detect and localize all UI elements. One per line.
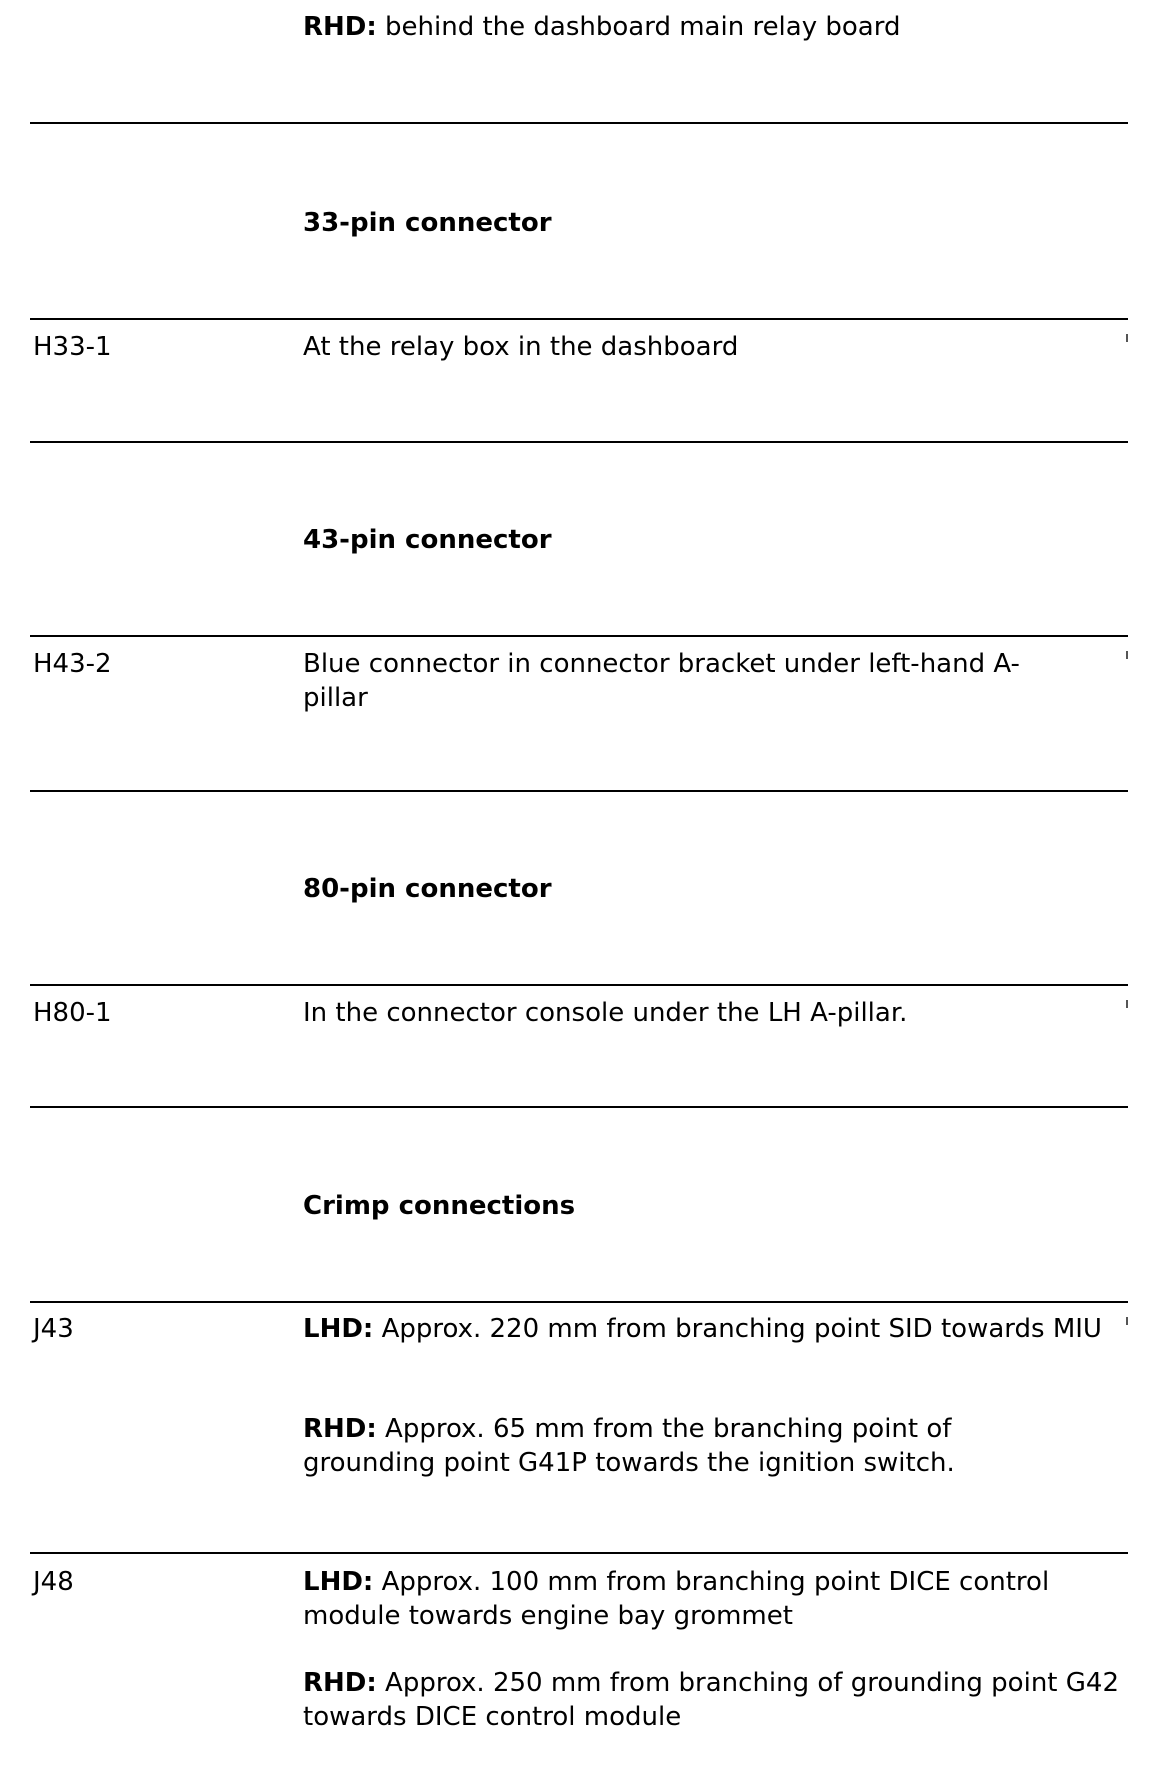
section-heading-80-pin: 80-pin connector	[303, 874, 552, 904]
lhd-label: LHD:	[303, 1314, 374, 1344]
rhd-label: RHD:	[303, 1668, 377, 1698]
crimp-rhd-j43	[303, 1412, 1063, 1480]
section-heading-33-pin: 33-pin connector	[303, 208, 552, 238]
connector-location-h80-1: In the connector console under the LH A-pillar.	[303, 998, 908, 1028]
lhd-text: Approx. 220 mm from branching point SID towards MIU	[373, 1314, 1102, 1344]
crimp-code-j48: J48	[33, 1567, 74, 1597]
row-divider	[30, 635, 1128, 637]
margin-mark	[1126, 651, 1128, 659]
connector-location-h33-1: At the relay box in the dashboard	[303, 332, 739, 362]
connector-location-h43-2: Blue connector in connector bracket under left-hand A-pillar	[303, 649, 1020, 713]
margin-mark	[1126, 1317, 1128, 1325]
crimp-lhd-j48	[303, 1565, 1123, 1633]
lhd-label: LHD:	[303, 1567, 374, 1597]
rhd-text: Approx. 65 mm from the branching point of grounding point G41P towards the ignition switch.	[303, 1414, 955, 1478]
connector-code-h33-1: H33-1	[33, 332, 112, 362]
section-divider	[30, 1106, 1128, 1108]
margin-mark	[1126, 1000, 1128, 1008]
rhd-label: RHD:	[303, 12, 377, 42]
rhd-label: RHD:	[303, 1414, 377, 1444]
section-heading-43-pin: 43-pin connector	[303, 525, 552, 555]
connector-code-h80-1: H80-1	[33, 998, 112, 1028]
margin-mark	[1126, 334, 1128, 342]
intro-rhd-line	[303, 10, 1123, 44]
crimp-code-j43: J43	[33, 1314, 74, 1344]
row-divider	[30, 1552, 1128, 1554]
section-heading-crimp: Crimp connections	[303, 1191, 576, 1221]
row-divider	[30, 1301, 1128, 1303]
row-divider	[30, 318, 1128, 320]
lhd-text: Approx. 100 mm from branching point DICE control module towards engine bay grommet	[303, 1567, 1050, 1631]
section-divider	[30, 441, 1128, 443]
rhd-text: behind the dashboard main relay board	[376, 12, 901, 42]
crimp-rhd-j48	[303, 1666, 1133, 1734]
rhd-text: Approx. 250 mm from branching of grounding point G42 towards DICE control module	[303, 1668, 1119, 1732]
connector-code-h43-2: H43-2	[33, 649, 112, 679]
crimp-lhd-j43	[303, 1312, 1103, 1346]
section-divider	[30, 122, 1128, 124]
row-divider	[30, 984, 1128, 986]
section-divider	[30, 790, 1128, 792]
